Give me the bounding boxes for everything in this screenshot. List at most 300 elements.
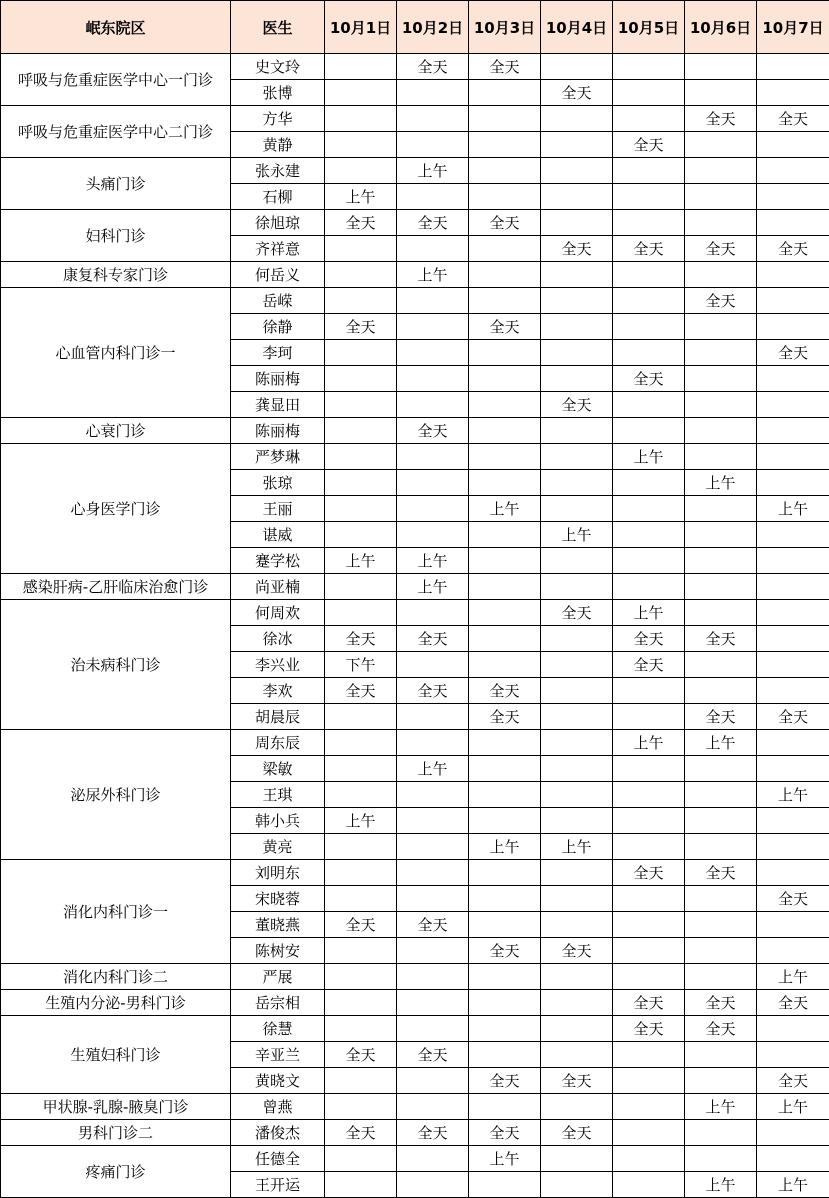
schedule-slot: 全天	[613, 626, 685, 652]
schedule-slot	[397, 704, 469, 730]
schedule-slot: 全天	[685, 288, 757, 314]
table-row	[1, 444, 829, 470]
schedule-slot	[613, 1068, 685, 1094]
schedule-slot	[757, 132, 829, 158]
table-row	[1, 860, 829, 886]
doctor-name: 张琼	[231, 470, 325, 496]
table-row	[1, 964, 829, 990]
schedule-slot: 全天	[325, 210, 397, 236]
schedule-slot	[541, 210, 613, 236]
schedule-slot	[469, 860, 541, 886]
schedule-slot	[685, 678, 757, 704]
schedule-slot	[613, 938, 685, 964]
schedule-slot: 全天	[757, 236, 829, 262]
department-name: 消化内科门诊一	[1, 860, 231, 964]
schedule-slot	[541, 132, 613, 158]
schedule-slot	[757, 860, 829, 886]
schedule-slot	[757, 262, 829, 288]
schedule-slot	[685, 184, 757, 210]
schedule-slot	[757, 444, 829, 470]
schedule-slot: 全天	[541, 80, 613, 106]
schedule-slot	[541, 288, 613, 314]
table-row	[1, 600, 829, 626]
schedule-slot: 全天	[469, 1120, 541, 1146]
doctor-name: 方华	[231, 106, 325, 132]
schedule-slot	[325, 80, 397, 106]
department-name: 呼吸与危重症医学中心一门诊	[1, 54, 231, 106]
doctor-name: 李欢	[231, 678, 325, 704]
schedule-slot	[397, 470, 469, 496]
schedule-slot: 全天	[397, 418, 469, 444]
schedule-slot	[397, 522, 469, 548]
schedule-slot	[325, 1172, 397, 1198]
schedule-slot	[397, 938, 469, 964]
table-row	[1, 1094, 829, 1120]
schedule-slot	[469, 184, 541, 210]
header-date: 10月1日	[325, 1, 397, 54]
schedule-slot	[469, 262, 541, 288]
schedule-slot	[397, 314, 469, 340]
schedule-slot	[613, 80, 685, 106]
schedule-slot	[325, 418, 397, 444]
table-row	[1, 1120, 829, 1146]
schedule-slot: 全天	[613, 132, 685, 158]
schedule-slot	[685, 1120, 757, 1146]
schedule-slot	[397, 808, 469, 834]
schedule-slot	[541, 340, 613, 366]
schedule-slot	[469, 444, 541, 470]
header-date: 10月6日	[685, 1, 757, 54]
schedule-slot	[469, 340, 541, 366]
schedule-slot	[757, 834, 829, 860]
department-name: 消化内科门诊二	[1, 964, 231, 990]
doctor-name: 曾燕	[231, 1094, 325, 1120]
doctor-name: 陈丽梅	[231, 366, 325, 392]
schedule-slot: 上午	[757, 496, 829, 522]
schedule-slot	[325, 158, 397, 184]
schedule-slot: 全天	[469, 704, 541, 730]
schedule-slot	[757, 470, 829, 496]
department-name: 疼痛门诊	[1, 1146, 231, 1198]
schedule-slot: 上午	[685, 1172, 757, 1198]
schedule-slot: 上午	[325, 548, 397, 574]
schedule-slot	[469, 730, 541, 756]
table-row	[1, 1146, 829, 1172]
schedule-slot	[541, 886, 613, 912]
schedule-slot	[613, 756, 685, 782]
department-name: 感染肝病-乙肝临床治愈门诊	[1, 574, 231, 600]
table-row	[1, 158, 829, 184]
schedule-slot	[397, 1172, 469, 1198]
schedule-slot	[757, 730, 829, 756]
schedule-slot	[685, 210, 757, 236]
schedule-slot	[325, 392, 397, 418]
schedule-slot	[469, 756, 541, 782]
schedule-slot	[325, 886, 397, 912]
schedule-slot	[325, 704, 397, 730]
schedule-slot	[325, 730, 397, 756]
schedule-slot	[685, 652, 757, 678]
schedule-slot	[757, 678, 829, 704]
schedule-slot	[469, 236, 541, 262]
schedule-slot	[469, 964, 541, 990]
table-row	[1, 990, 829, 1016]
schedule-slot: 全天	[469, 938, 541, 964]
header-date: 10月4日	[541, 1, 613, 54]
schedule-slot: 上午	[757, 1094, 829, 1120]
schedule-slot	[541, 782, 613, 808]
doctor-name: 陈丽梅	[231, 418, 325, 444]
schedule-slot	[613, 496, 685, 522]
schedule-slot	[541, 366, 613, 392]
schedule-slot: 上午	[397, 756, 469, 782]
schedule-slot	[613, 1172, 685, 1198]
schedule-slot: 全天	[757, 990, 829, 1016]
doctor-name: 周东辰	[231, 730, 325, 756]
schedule-slot	[685, 1042, 757, 1068]
schedule-slot	[325, 522, 397, 548]
doctor-name: 刘明东	[231, 860, 325, 886]
schedule-slot	[613, 1042, 685, 1068]
doctor-name: 任德全	[231, 1146, 325, 1172]
schedule-slot	[757, 522, 829, 548]
schedule-slot: 上午	[613, 730, 685, 756]
table-row	[1, 1016, 829, 1042]
schedule-slot	[541, 262, 613, 288]
schedule-slot: 全天	[685, 990, 757, 1016]
schedule-slot	[397, 1016, 469, 1042]
schedule-slot: 全天	[397, 210, 469, 236]
schedule-slot	[325, 756, 397, 782]
schedule-slot: 上午	[469, 1146, 541, 1172]
department-name: 心身医学门诊	[1, 444, 231, 574]
schedule-slot	[325, 470, 397, 496]
schedule-slot	[613, 782, 685, 808]
table-row	[1, 210, 829, 236]
schedule-slot: 全天	[397, 912, 469, 938]
schedule-slot	[469, 288, 541, 314]
schedule-body	[1, 54, 829, 1198]
schedule-slot	[757, 1146, 829, 1172]
schedule-slot	[685, 496, 757, 522]
schedule-slot: 全天	[397, 54, 469, 80]
schedule-slot: 上午	[469, 496, 541, 522]
doctor-name: 徐冰	[231, 626, 325, 652]
schedule-slot	[685, 808, 757, 834]
schedule-slot	[541, 548, 613, 574]
schedule-slot: 全天	[325, 1120, 397, 1146]
schedule-slot: 全天	[757, 340, 829, 366]
schedule-slot: 全天	[685, 860, 757, 886]
schedule-slot	[757, 1042, 829, 1068]
schedule-slot: 全天	[541, 600, 613, 626]
schedule-slot	[469, 1016, 541, 1042]
schedule-slot	[685, 834, 757, 860]
schedule-slot	[325, 54, 397, 80]
schedule-slot	[613, 340, 685, 366]
schedule-slot	[613, 314, 685, 340]
department-name: 呼吸与危重症医学中心二门诊	[1, 106, 231, 158]
schedule-slot: 全天	[757, 704, 829, 730]
schedule-slot	[325, 444, 397, 470]
schedule-slot	[541, 1172, 613, 1198]
schedule-slot	[541, 860, 613, 886]
schedule-slot	[469, 548, 541, 574]
schedule-slot	[469, 418, 541, 444]
schedule-slot	[541, 626, 613, 652]
schedule-slot	[757, 184, 829, 210]
schedule-slot	[325, 106, 397, 132]
schedule-slot	[757, 158, 829, 184]
schedule-slot	[685, 418, 757, 444]
schedule-slot: 上午	[685, 730, 757, 756]
schedule-slot: 全天	[613, 860, 685, 886]
table-row	[1, 730, 829, 756]
department-name: 生殖妇科门诊	[1, 1016, 231, 1094]
schedule-slot: 上午	[541, 834, 613, 860]
schedule-slot	[685, 392, 757, 418]
schedule-slot	[541, 158, 613, 184]
header-row	[1, 1, 829, 54]
doctor-name: 徐慧	[231, 1016, 325, 1042]
schedule-slot	[469, 600, 541, 626]
schedule-slot	[685, 132, 757, 158]
header-campus: 岷东院区	[1, 1, 231, 54]
schedule-slot	[469, 912, 541, 938]
schedule-slot	[469, 1042, 541, 1068]
schedule-slot	[685, 80, 757, 106]
doctor-name: 陈树安	[231, 938, 325, 964]
schedule-slot	[397, 288, 469, 314]
schedule-slot	[325, 1016, 397, 1042]
schedule-slot	[757, 808, 829, 834]
schedule-slot	[685, 340, 757, 366]
schedule-slot	[685, 574, 757, 600]
schedule-slot: 上午	[685, 1094, 757, 1120]
schedule-slot	[469, 158, 541, 184]
schedule-slot	[469, 990, 541, 1016]
schedule-slot	[613, 288, 685, 314]
schedule-slot	[325, 496, 397, 522]
schedule-slot	[541, 418, 613, 444]
schedule-slot: 全天	[685, 1016, 757, 1042]
schedule-slot: 全天	[325, 678, 397, 704]
doctor-name: 岳宗相	[231, 990, 325, 1016]
schedule-slot: 全天	[541, 1068, 613, 1094]
schedule-slot: 全天	[397, 678, 469, 704]
schedule-slot	[397, 444, 469, 470]
schedule-slot	[325, 288, 397, 314]
doctor-name: 史文玲	[231, 54, 325, 80]
schedule-slot	[541, 314, 613, 340]
schedule-slot	[613, 808, 685, 834]
schedule-slot	[325, 964, 397, 990]
schedule-slot	[325, 132, 397, 158]
schedule-slot: 上午	[325, 808, 397, 834]
schedule-slot	[469, 106, 541, 132]
schedule-slot: 全天	[325, 912, 397, 938]
schedule-slot	[613, 886, 685, 912]
schedule-slot	[757, 1120, 829, 1146]
table-row	[1, 106, 829, 132]
doctor-name: 胡晨辰	[231, 704, 325, 730]
schedule-slot: 全天	[325, 314, 397, 340]
schedule-slot	[613, 1094, 685, 1120]
schedule-slot	[685, 314, 757, 340]
schedule-slot	[541, 652, 613, 678]
schedule-slot: 全天	[613, 652, 685, 678]
doctor-name: 张博	[231, 80, 325, 106]
header-date: 10月7日	[757, 1, 829, 54]
schedule-slot: 全天	[397, 1042, 469, 1068]
schedule-slot	[757, 210, 829, 236]
schedule-slot	[469, 470, 541, 496]
schedule-slot	[397, 834, 469, 860]
schedule-slot: 全天	[469, 210, 541, 236]
doctor-name: 龚显田	[231, 392, 325, 418]
schedule-slot	[757, 756, 829, 782]
schedule-slot	[685, 548, 757, 574]
schedule-slot	[613, 678, 685, 704]
table-row	[1, 288, 829, 314]
schedule-slot	[397, 652, 469, 678]
schedule-slot	[685, 262, 757, 288]
table-row	[1, 574, 829, 600]
doctor-name: 王琪	[231, 782, 325, 808]
schedule-slot	[541, 912, 613, 938]
department-name: 甲状腺-乳腺-腋臭门诊	[1, 1094, 231, 1120]
schedule-slot	[685, 1068, 757, 1094]
department-name: 生殖内分泌-男科门诊	[1, 990, 231, 1016]
doctor-name: 王开运	[231, 1172, 325, 1198]
department-name: 康复科专家门诊	[1, 262, 231, 288]
schedule-slot	[685, 54, 757, 80]
schedule-slot	[469, 886, 541, 912]
schedule-slot	[757, 652, 829, 678]
schedule-slot	[397, 886, 469, 912]
doctor-name: 徐静	[231, 314, 325, 340]
schedule-slot	[325, 1146, 397, 1172]
doctor-name: 潘俊杰	[231, 1120, 325, 1146]
schedule-slot	[613, 548, 685, 574]
schedule-slot	[397, 106, 469, 132]
schedule-slot	[685, 600, 757, 626]
schedule-slot	[325, 574, 397, 600]
schedule-slot: 下午	[325, 652, 397, 678]
schedule-slot: 上午	[397, 158, 469, 184]
schedule-slot	[469, 522, 541, 548]
header-date: 10月5日	[613, 1, 685, 54]
schedule-slot	[613, 522, 685, 548]
schedule-slot	[613, 184, 685, 210]
schedule-slot: 全天	[469, 54, 541, 80]
schedule-slot	[397, 860, 469, 886]
schedule-slot	[397, 80, 469, 106]
schedule-slot	[541, 470, 613, 496]
doctor-name: 黄静	[231, 132, 325, 158]
department-name: 治未病科门诊	[1, 600, 231, 730]
doctor-name: 李兴业	[231, 652, 325, 678]
schedule-slot	[325, 834, 397, 860]
doctor-name: 石柳	[231, 184, 325, 210]
schedule-slot: 上午	[757, 1172, 829, 1198]
schedule-slot	[685, 938, 757, 964]
schedule-slot	[469, 782, 541, 808]
schedule-slot	[685, 158, 757, 184]
schedule-slot	[613, 54, 685, 80]
schedule-slot	[325, 938, 397, 964]
schedule-slot: 上午	[613, 444, 685, 470]
schedule-slot	[541, 808, 613, 834]
schedule-slot	[757, 366, 829, 392]
schedule-slot	[325, 366, 397, 392]
doctor-name: 徐旭琼	[231, 210, 325, 236]
schedule-slot	[325, 340, 397, 366]
schedule-slot	[613, 1146, 685, 1172]
schedule-slot	[613, 262, 685, 288]
schedule-slot	[397, 392, 469, 418]
schedule-slot	[397, 600, 469, 626]
schedule-slot	[541, 1016, 613, 1042]
header-date: 10月3日	[469, 1, 541, 54]
schedule-slot	[469, 1172, 541, 1198]
schedule-slot	[469, 392, 541, 418]
schedule-slot: 上午	[397, 548, 469, 574]
schedule-slot	[757, 626, 829, 652]
schedule-slot	[613, 964, 685, 990]
doctor-name: 张永建	[231, 158, 325, 184]
schedule-slot	[397, 964, 469, 990]
schedule-slot	[397, 730, 469, 756]
doctor-name: 韩小兵	[231, 808, 325, 834]
schedule-slot	[613, 912, 685, 938]
schedule-slot	[397, 340, 469, 366]
schedule-slot	[541, 964, 613, 990]
schedule-slot	[685, 366, 757, 392]
schedule-slot: 上午	[325, 184, 397, 210]
schedule-slot	[757, 548, 829, 574]
department-name: 泌尿外科门诊	[1, 730, 231, 860]
schedule-slot	[325, 990, 397, 1016]
schedule-slot	[325, 782, 397, 808]
doctor-name: 宋晓蓉	[231, 886, 325, 912]
schedule-slot	[541, 730, 613, 756]
schedule-slot: 全天	[325, 626, 397, 652]
schedule-slot	[541, 756, 613, 782]
schedule-slot	[541, 54, 613, 80]
doctor-name: 尚亚楠	[231, 574, 325, 600]
doctor-name: 李珂	[231, 340, 325, 366]
schedule-slot	[469, 626, 541, 652]
schedule-slot: 上午	[397, 262, 469, 288]
schedule-slot	[757, 418, 829, 444]
schedule-slot: 全天	[325, 1042, 397, 1068]
table-row	[1, 418, 829, 444]
schedule-slot	[397, 782, 469, 808]
schedule-slot: 全天	[541, 1120, 613, 1146]
schedule-slot: 全天	[613, 990, 685, 1016]
schedule-slot: 全天	[469, 314, 541, 340]
schedule-slot: 全天	[613, 366, 685, 392]
schedule-slot	[325, 600, 397, 626]
department-name: 妇科门诊	[1, 210, 231, 262]
schedule-slot: 全天	[469, 678, 541, 704]
table-row	[1, 54, 829, 80]
schedule-slot	[397, 184, 469, 210]
schedule-slot	[613, 418, 685, 444]
schedule-slot	[541, 1042, 613, 1068]
schedule-slot	[469, 574, 541, 600]
